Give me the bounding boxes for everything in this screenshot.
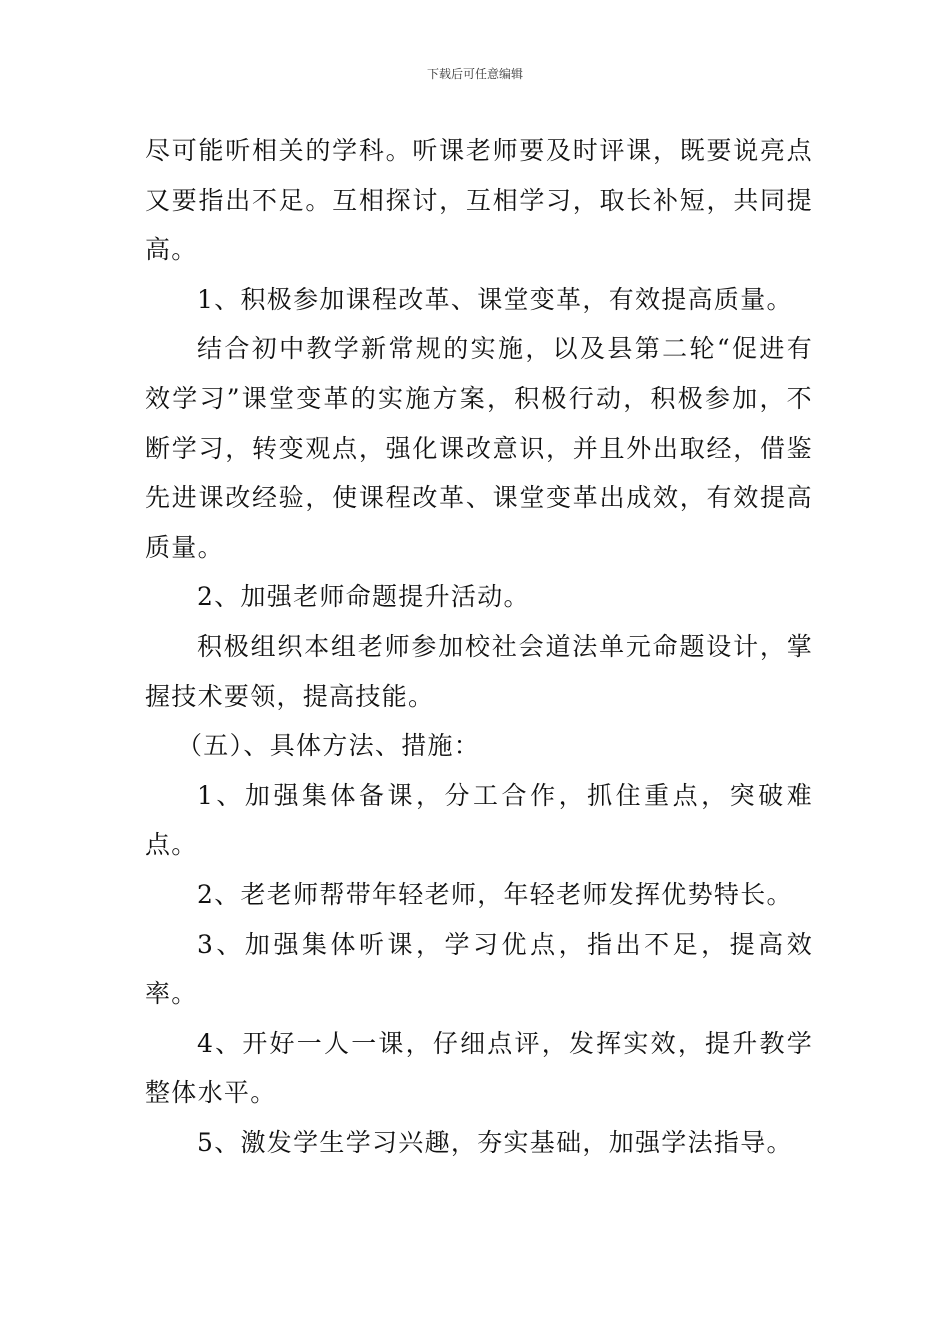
paragraph-item-2-body: 积极组织本组老师参加校社会道法单元命题设计，掌握技术要领，提高技能。 bbox=[145, 631, 813, 711]
document-body bbox=[145, 126, 813, 1167]
section-heading-methods: （五）、具体方法、措施： bbox=[177, 731, 481, 761]
method-item-2: 2、老老师帮带年轻老师，年轻老师发挥优势特长。 bbox=[197, 879, 793, 909]
method-item-4: 4、开好一人一课，仔细点评，发挥实效，提升教学整体水平。 bbox=[145, 1028, 813, 1108]
paragraph-item-1-heading: 1、积极参加课程改革、课堂变革，有效提高质量。 bbox=[197, 284, 793, 314]
method-item-1: 1、加强集体备课，分工合作，抓住重点，突破难点。 bbox=[145, 780, 813, 860]
paragraph-item-2-heading: 2、加强老师命题提升活动。 bbox=[197, 582, 530, 612]
paragraph-continuation: 尽可能听相关的学科。听课老师要及时评课，既要说亮点又要指出不足。互相探讨，互相学习，取长补短，共同提高。 bbox=[145, 136, 813, 265]
method-item-3: 3、加强集体听课，学习优点，指出不足，提高效率。 bbox=[145, 929, 813, 1009]
paragraph-item-1-body: 结合初中教学新常规的实施，以及县第二轮“促进有效学习”课堂变革的实施方案，积极行动，积极参加，不断学习，转变观点，强化课改意识，并且外出取经，借鉴先进课改经验，使课程改革、课堂变革出成效，有效提高质量。 bbox=[145, 334, 813, 562]
method-item-5: 5、激发学生学习兴趣，夯实基础，加强学法指导。 bbox=[197, 1127, 793, 1157]
page-header: 下载后可任意编辑 bbox=[426, 67, 523, 81]
